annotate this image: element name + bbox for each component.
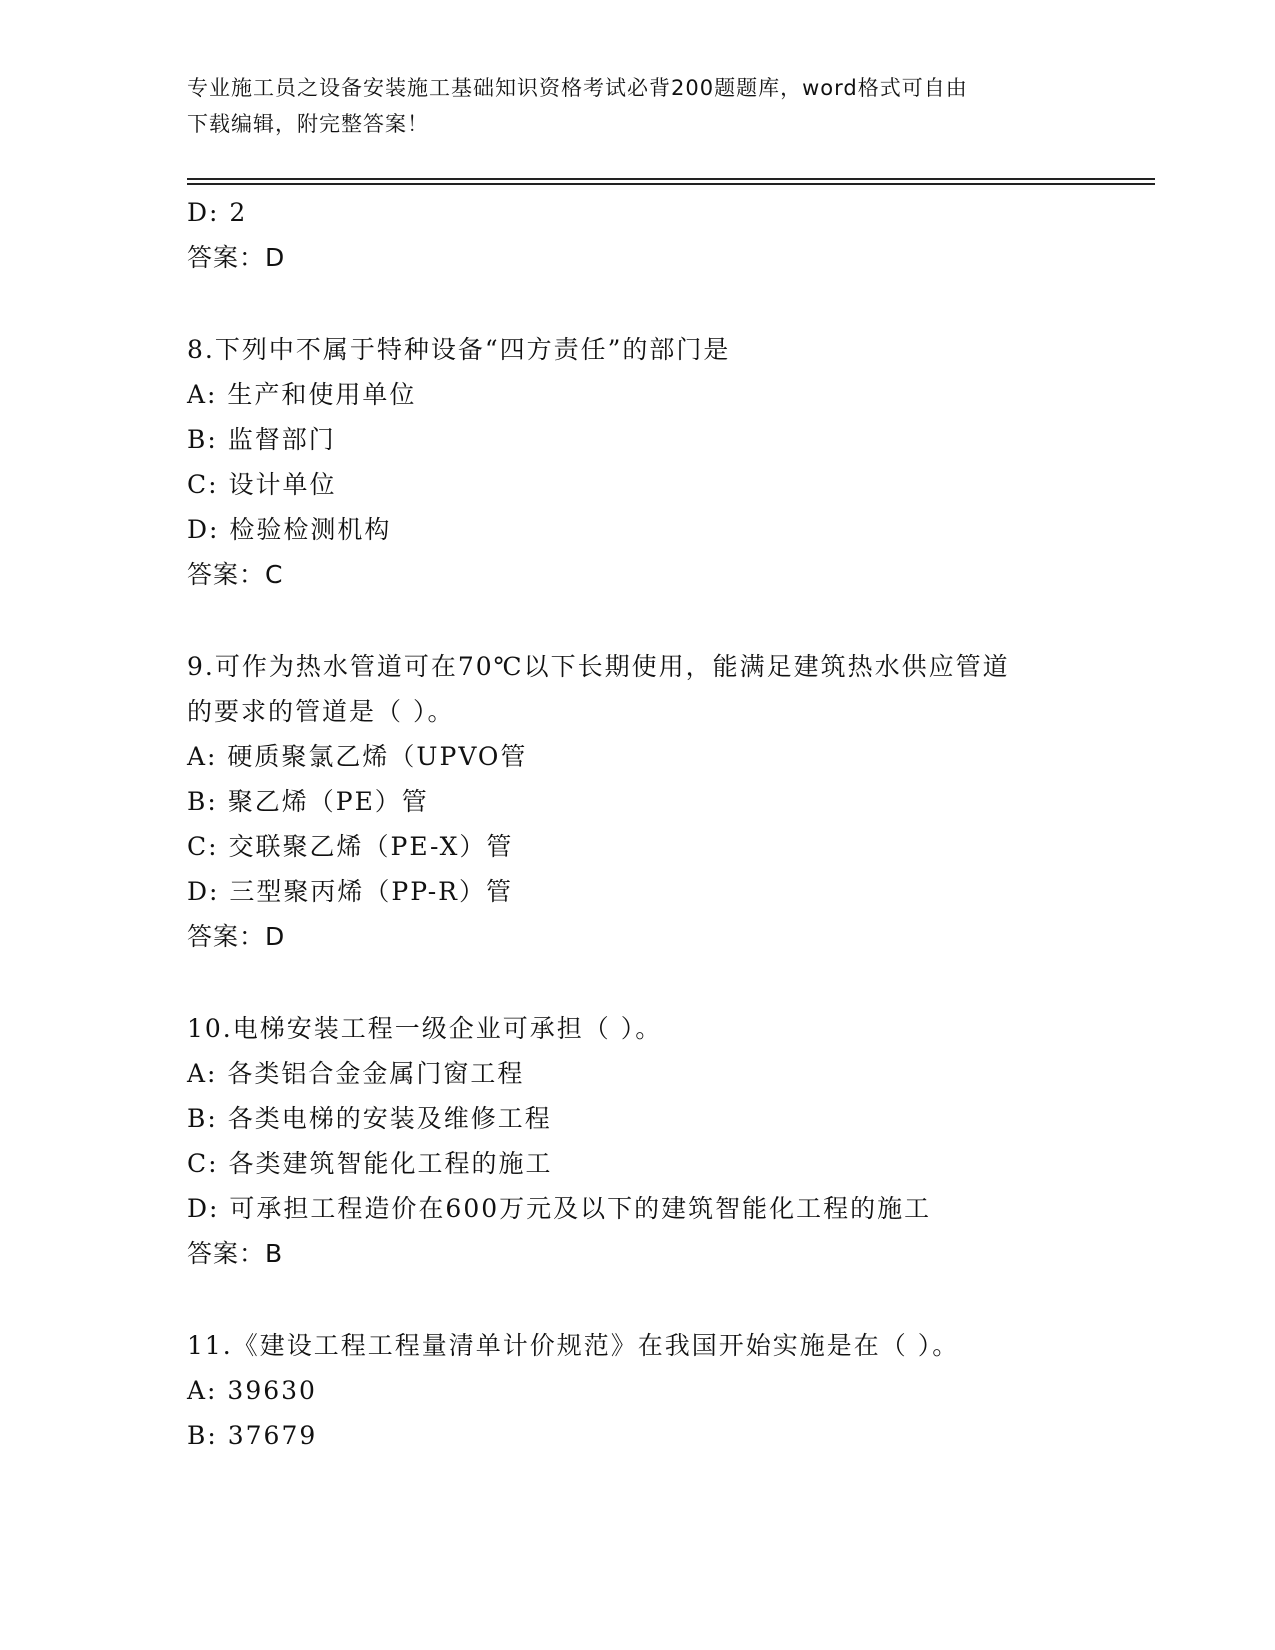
option-d: D: 可承担工程造价在600万元及以下的建筑智能化工程的施工 [187,1194,932,1223]
option-c: C: 交联聚乙烯（PE-X）管 [187,832,514,861]
question-text-line-2: 的要求的管道是（ ）。 [187,697,455,726]
option-b: B: 聚乙烯（PE）管 [187,787,429,816]
question-text: 10.电梯安装工程一级企业可承担（ ）。 [187,1014,663,1043]
option-a: A: 各类铝合金金属门窗工程 [187,1059,525,1088]
question-text: 11.《建设工程工程量清单计价规范》在我国开始实施是在（ ）。 [187,1331,960,1360]
answer-label: 答案：C [187,560,284,589]
header-title-line-1: 专业施工员之设备安装施工基础知识资格考试必背200题题库，word格式可自由 [187,76,968,100]
option-a: A: 生产和使用单位 [187,380,417,409]
answer-label: 答案：D [187,243,286,272]
header-divider [187,183,1155,185]
question-text-line-1: 9.可作为热水管道可在70℃以下长期使用，能满足建筑热水供应管道 [187,652,1010,681]
option-d: D: 检验检测机构 [187,515,392,544]
question-11 [187,1323,1087,1458]
question-8 [187,327,1087,597]
option-b: B: 监督部门 [187,425,336,454]
option-c: C: 设计单位 [187,470,337,499]
header-title-line-2: 下载编辑，附完整答案！ [187,112,429,136]
option-d: D: 三型聚丙烯（PP-R）管 [187,877,513,906]
question-list [187,190,1087,1458]
answer-label: 答案：D [187,922,286,951]
option-a: A: 硬质聚氯乙烯（UPVO管 [187,742,528,771]
question-text: 8.下列中不属于特种设备“四方责任”的部门是 [187,335,731,364]
option-a: A: 39630 [187,1376,317,1405]
option-b: B: 各类电梯的安装及维修工程 [187,1104,552,1133]
question-9 [187,644,1087,959]
page-header [187,70,1067,142]
option-d: D: 2 [187,198,248,227]
answer-label: 答案：B [187,1239,284,1268]
question-10 [187,1006,1087,1276]
header-divider [187,178,1155,180]
option-c: C: 各类建筑智能化工程的施工 [187,1149,553,1178]
option-b: B: 37679 [187,1421,318,1450]
